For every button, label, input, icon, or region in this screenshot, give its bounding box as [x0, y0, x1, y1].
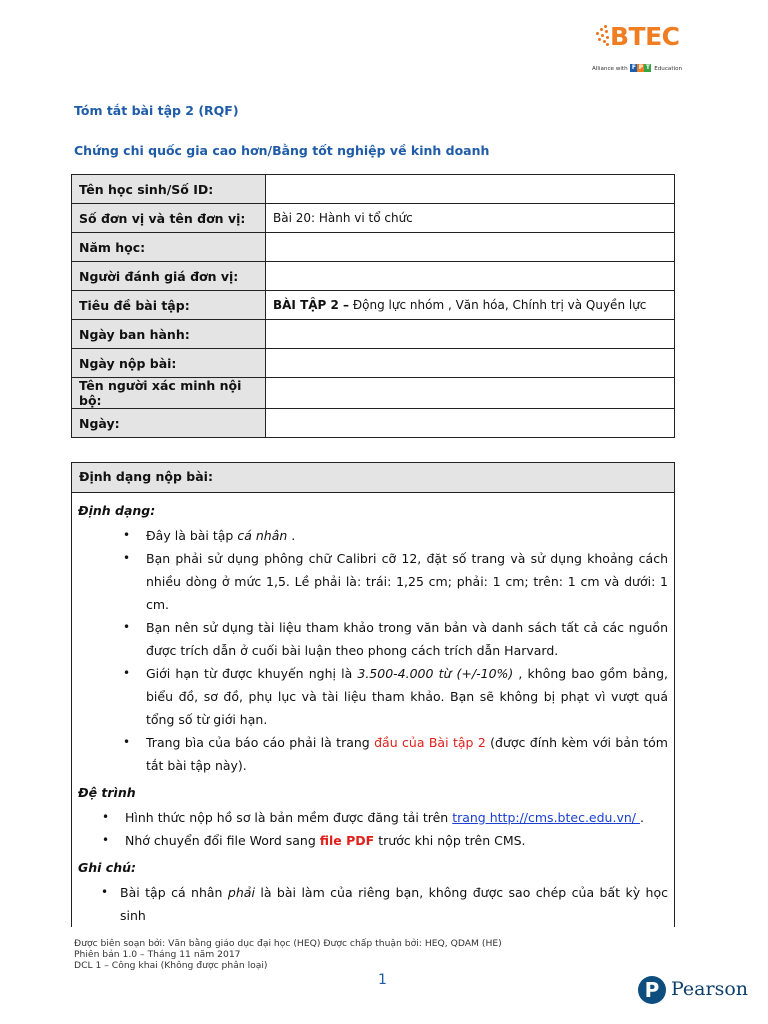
pearson-mark-icon: P	[638, 976, 666, 1004]
row-value	[266, 262, 675, 291]
note-list	[72, 881, 674, 927]
assignment-number: BÀI TẬP 2 –	[273, 298, 350, 312]
table-row	[72, 175, 675, 204]
row-value	[266, 320, 675, 349]
row-label: Số đơn vị và tên đơn vị:	[72, 204, 266, 233]
row-label: Tiêu đề bài tập:	[72, 291, 266, 320]
row-label: Tên học sinh/Số ID:	[72, 175, 266, 204]
table-row	[72, 378, 675, 409]
row-value: Bài 20: Hành vi tổ chức	[266, 204, 675, 233]
bullet-icon: •	[101, 885, 109, 899]
fpt-mark-icon: F P T	[631, 64, 650, 71]
list-item: • Giới hạn từ được khuyến nghị là 3.500-4.000 từ (+/-10%) , không bao gồm bảng, biểu đồ, sơ đồ, phụ lục và tài liệu tham khảo. Bạn sẽ không bị phạt vì vượt quá tổng số từ giới hạn.	[72, 662, 674, 731]
pearson-wordmark: Pearson	[671, 978, 749, 1000]
submit-list	[72, 806, 674, 852]
footer-line: Phiên bản 1.0 – Tháng 11 năm 2017	[74, 949, 241, 960]
bullet-icon: •	[123, 528, 131, 542]
cms-link[interactable]: trang http://cms.btec.edu.vn/	[452, 810, 640, 825]
list-item: • Hình thức nộp hồ sơ là bản mềm được đăng tải trên trang http://cms.btec.edu.vn/ .	[72, 806, 674, 829]
row-value	[266, 349, 675, 378]
bullet-icon: •	[123, 551, 131, 565]
footer-line: Được biên soạn bởi: Văn bằng giáo dục đại học (HEQ) Được chấp thuận bởi: HEQ, QDAM (HE)	[74, 938, 502, 949]
row-value	[266, 378, 675, 409]
row-value	[266, 175, 675, 204]
footer-line: DCL 1 – Công khai (Không được phân loại)	[74, 960, 268, 971]
table-row	[72, 262, 675, 291]
table-row	[72, 409, 675, 438]
list-item: • Bài tập cá nhân phải là bài làm của riêng bạn, không được sao chép của bất kỳ học sinh	[72, 881, 674, 927]
list-item: • Bạn phải sử dụng phông chữ Calibri cỡ 12, đặt số trang và sử dụng khoảng cách nhiều dòng ở mức 1,5. Lề phải là: trái: 1,25 cm; phải: 1 cm; trên: 1 cm và dưới: 1 cm.	[72, 547, 674, 616]
list-item: • Đây là bài tập cá nhân .	[72, 524, 674, 547]
bullet-icon: •	[123, 666, 131, 680]
format-list	[72, 524, 674, 777]
table-row	[72, 320, 675, 349]
submission-format-header: Định dạng nộp bài:	[72, 463, 674, 493]
row-label: Ngày ban hành:	[72, 320, 266, 349]
bullet-icon: •	[102, 810, 110, 824]
row-label: Người đánh giá đơn vị:	[72, 262, 266, 291]
row-label: Ngày:	[72, 409, 266, 438]
assignment-topic: Động lực nhóm , Văn hóa, Chính trị và Quyền lực	[349, 298, 647, 312]
btec-dots-icon	[594, 24, 610, 46]
document-footer	[74, 938, 502, 971]
note-heading: Ghi chú:	[78, 860, 137, 875]
list-item: • Bạn nên sử dụng tài liệu tham khảo trong văn bản và danh sách tất cả các nguồn được trích dẫn ở cuối bài luận theo phong cách trích dẫn Harvard.	[72, 616, 674, 662]
assignment-info-table	[71, 174, 675, 438]
row-label: Tên người xác minh nội bộ:	[72, 378, 266, 409]
row-value	[266, 233, 675, 262]
list-item: • Nhớ chuyển đổi file Word sang file PDF trước khi nộp trên CMS.	[72, 829, 674, 852]
qualification-title: Chứng chi quốc gia cao hơn/Bằng tốt nghiệp về kinh doanh	[74, 143, 490, 158]
list-item: • Trang bìa của báo cáo phải là trang đầu của Bài tập 2 (được đính kèm với bản tóm tắt bài tập này).	[72, 731, 674, 777]
row-label: Năm học:	[72, 233, 266, 262]
table-row	[72, 233, 675, 262]
table-row	[72, 349, 675, 378]
btec-wordmark: BTEC	[610, 22, 680, 51]
alliance-line: Alliance with F P T Education	[592, 64, 683, 72]
row-value	[266, 291, 675, 320]
pearson-logo	[638, 976, 748, 1008]
bullet-icon: •	[123, 735, 131, 749]
submission-format-box	[71, 462, 675, 927]
bullet-icon: •	[123, 620, 131, 634]
row-value	[266, 409, 675, 438]
btec-logo	[592, 22, 702, 76]
submit-heading: Đệ trình	[78, 785, 136, 800]
table-row	[72, 204, 675, 233]
row-label: Ngày nộp bài:	[72, 349, 266, 378]
table-row	[72, 291, 675, 320]
assignment-summary-title: Tóm tắt bài tập 2 (RQF)	[74, 103, 239, 118]
page-number: 1	[378, 972, 387, 988]
format-heading: Định dạng:	[78, 503, 156, 518]
bullet-icon: •	[102, 833, 110, 847]
